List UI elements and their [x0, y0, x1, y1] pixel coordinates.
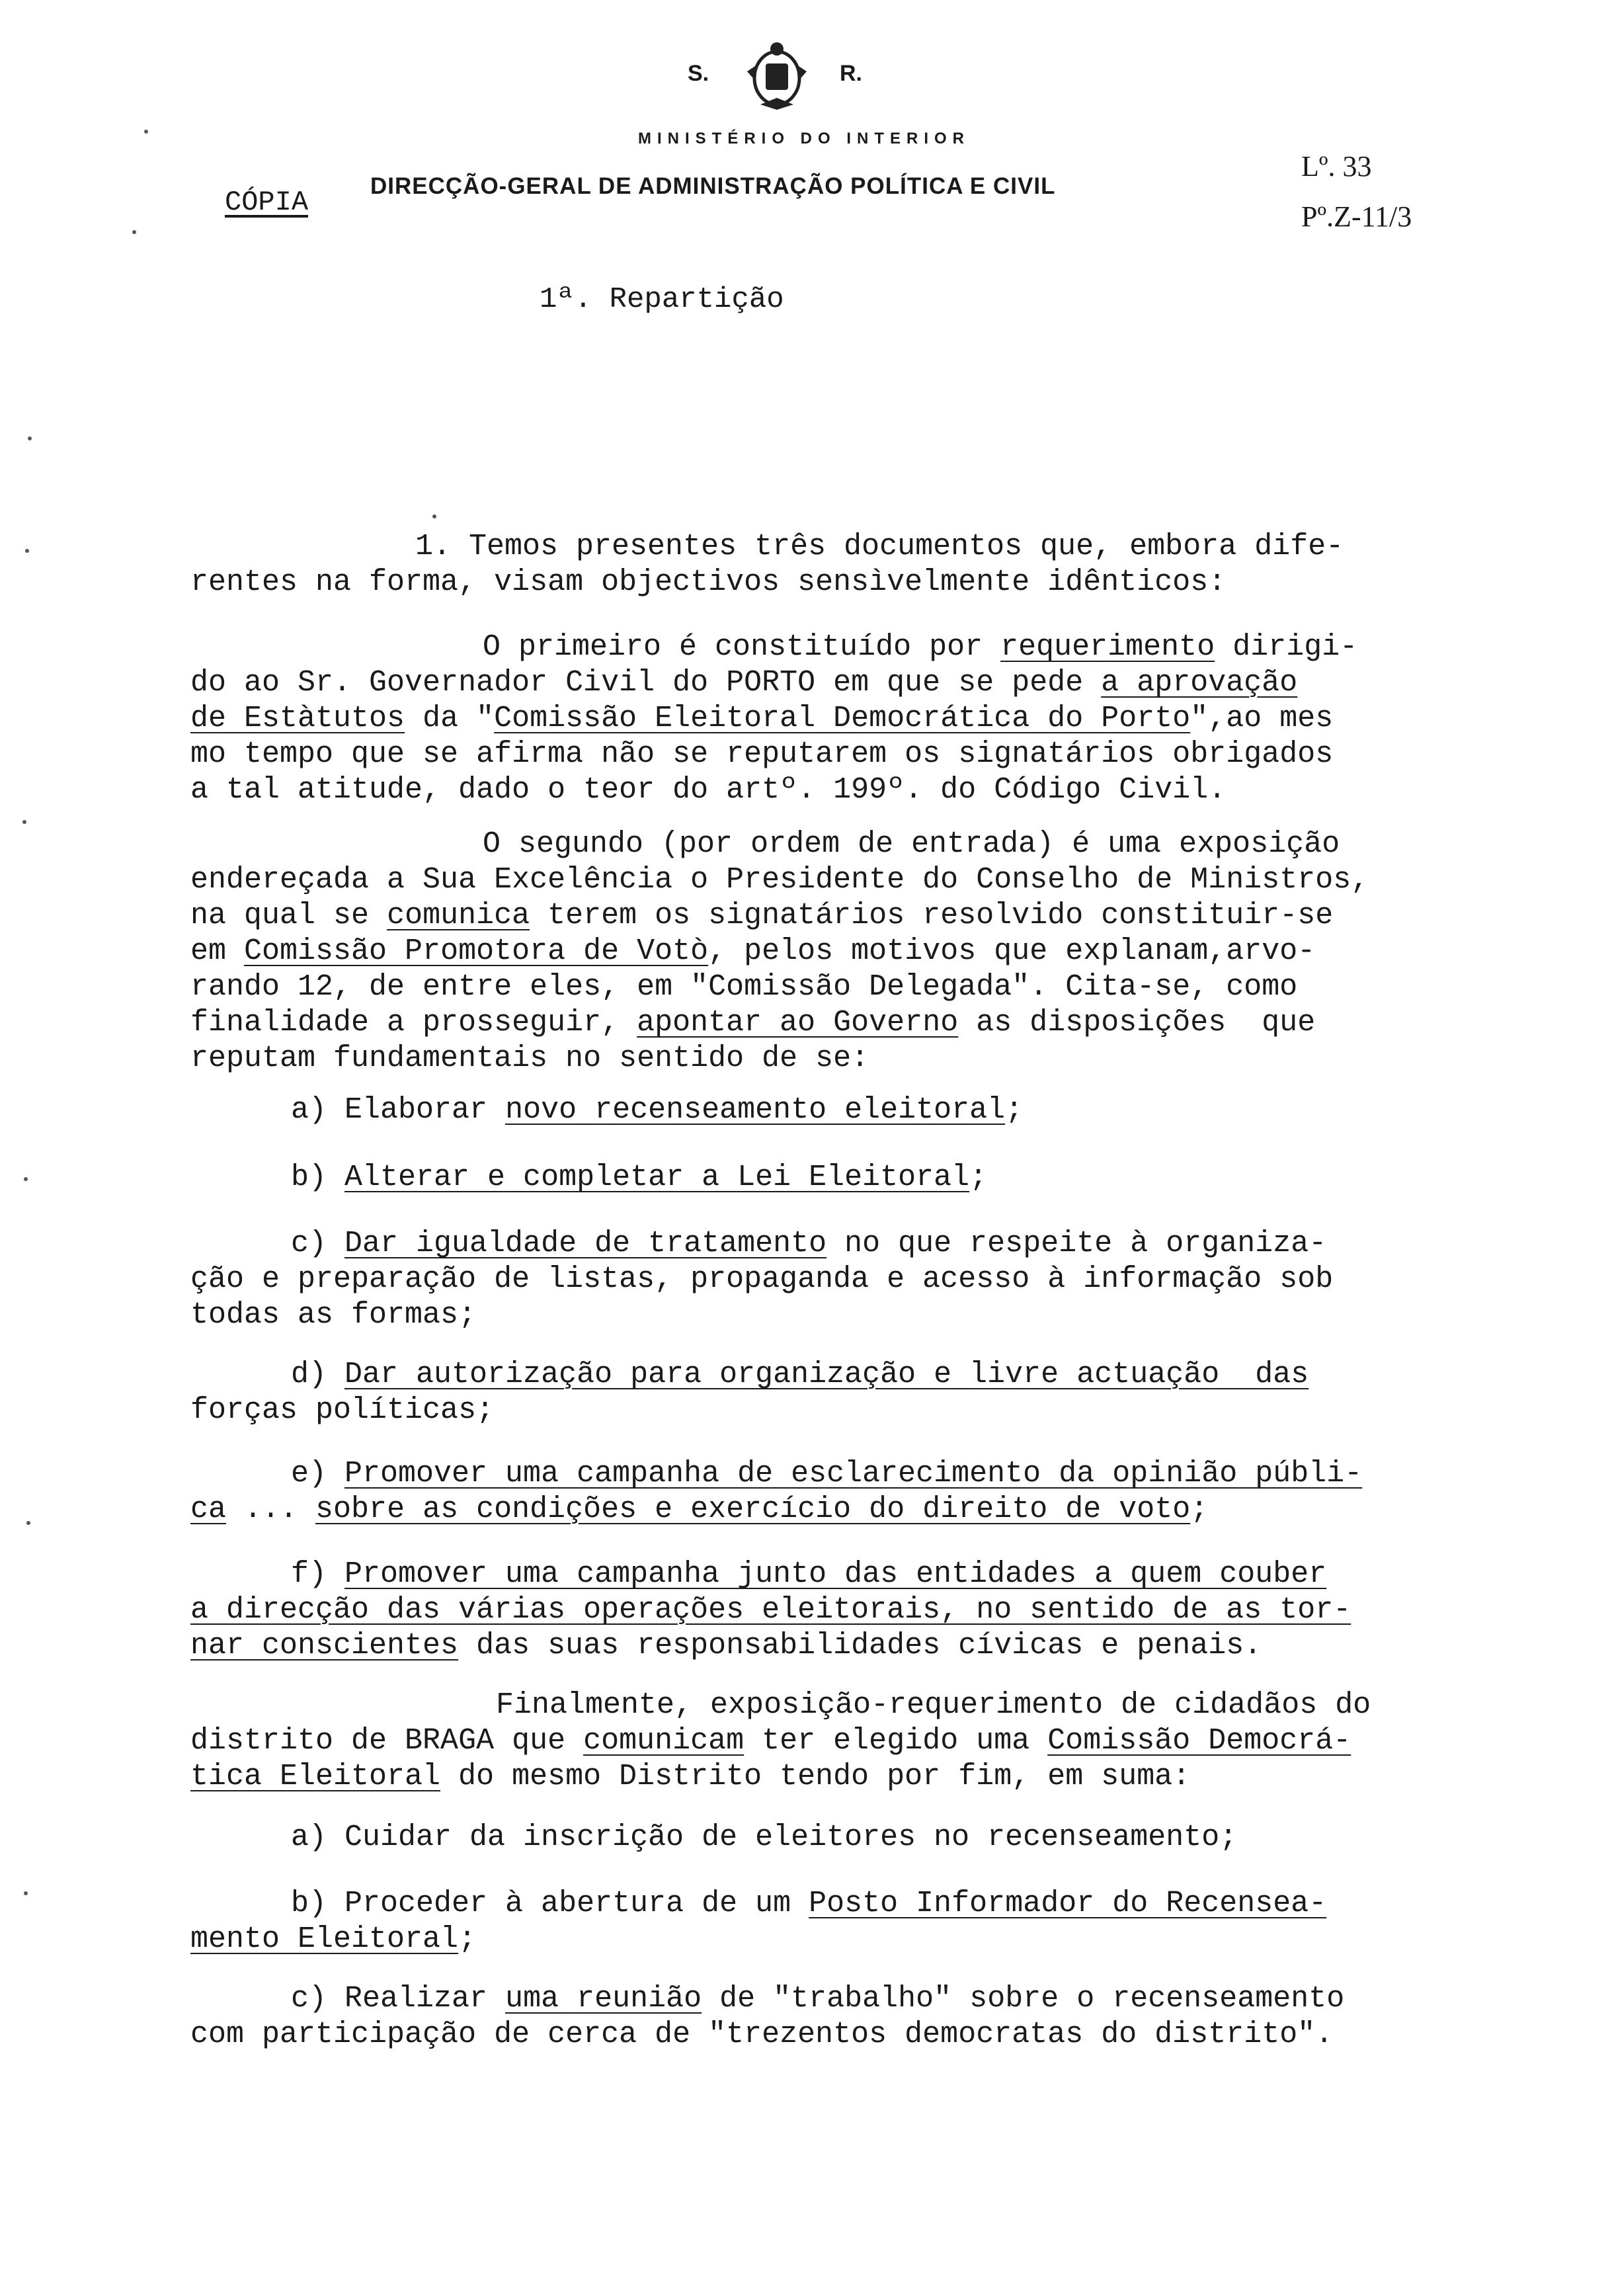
list-item: [190, 1226, 1473, 1333]
underlined-text: novo recenseamento eleitoral: [505, 1093, 1006, 1127]
paragraph-text: dirigi- do ao Sr. Governador Civil do PORTO em que se pede: [190, 630, 1358, 700]
scan-speck: [28, 436, 32, 440]
letterhead-crest-row: [661, 32, 926, 118]
paragraph-text: no que respeite à organiza- ção e preparação de listas, propaganda e acesso à informação sob todas as formas;: [190, 1227, 1334, 1332]
ministry-heading: MINISTÉRIO DO INTERIOR: [637, 130, 970, 147]
paragraph-text: a) Cuidar da inscrição de eleitores no recenseamento;: [291, 1821, 1238, 1854]
underlined-text: a aprovação de Estàtutos: [190, 666, 1298, 735]
scan-speck: [24, 1891, 28, 1895]
underlined-text: comunicam: [583, 1724, 744, 1758]
paragraph-text: rentes na forma, visam objectivos sensìvelmente idênticos:: [190, 565, 1226, 599]
underlined-text: Comissão Eleitoral Democrática do Porto: [494, 702, 1191, 735]
paragraph-text: b): [291, 1161, 345, 1194]
paragraph-text: c): [291, 1227, 345, 1260]
underlined-text: apontar ao Governo: [637, 1006, 959, 1040]
scan-speck: [132, 230, 136, 234]
underlined-text: Dar autorização para organização e livre actuação das: [344, 1358, 1309, 1391]
paragraph-text: forças políticas;: [190, 1393, 495, 1427]
directorate-heading: DIRECÇÃO-GERAL DE ADMINISTRAÇÃO POLÍTICA E CIVIL: [370, 173, 1056, 199]
coat-of-arms-icon: [734, 32, 820, 118]
underlined-text: Promover uma campanha junto das entidades a quem couber a direcção das várias operações eleitorais, no sentido de as tor- nar conscientes: [190, 1557, 1351, 1662]
paragraph-text: f): [291, 1557, 345, 1591]
copy-stamp: CÓPIA: [225, 186, 309, 218]
scan-speck: [144, 130, 148, 134]
underlined-text: Comissão Promotora de Votò: [244, 934, 709, 968]
paragraph-text: da ": [405, 702, 495, 735]
scan-speck: [432, 514, 436, 518]
paragraph-text: ;: [458, 1922, 477, 1956]
paragraph-text: as disposições que reputam fundamentais no sentido de se:: [190, 1006, 1316, 1075]
crest-right-initial: R.: [840, 61, 862, 86]
paragraph-text: ter elegido uma: [744, 1724, 1048, 1758]
paragraph-third-document: [190, 1688, 1473, 1795]
paragraph-text: b) Proceder à abertura de um: [291, 1887, 809, 1920]
list-item: [190, 1357, 1473, 1428]
paragraph-text: O primeiro é constituído por: [483, 630, 1001, 664]
reference-book: Lº. 33: [1301, 150, 1372, 183]
paragraph-text: terem os signatários resolvido constituir-se em: [190, 899, 1334, 968]
paragraph-text: ...: [226, 1493, 316, 1526]
underlined-text: Promover uma campanha de esclarecimento da opinião públi- ca: [190, 1457, 1363, 1526]
underlined-text: Comissão Democrá- tica Eleitoral: [190, 1724, 1351, 1793]
paragraph-text: d): [291, 1358, 345, 1391]
scan-speck: [24, 1177, 28, 1181]
paragraph-1: [190, 529, 1473, 600]
list-item: [190, 1557, 1473, 1664]
list-item: [190, 1886, 1473, 1957]
underlined-text: sobre as condições e exercício do direito de voto: [315, 1493, 1191, 1526]
paragraph-text: ;: [1190, 1493, 1209, 1526]
underlined-text: comunica: [387, 899, 530, 932]
paragraph-second-document: [190, 827, 1473, 1077]
paragraph-text: de "trabalho" sobre o recenseamento com participação de cerca de "trezentos democratas do distrito".: [190, 1982, 1345, 2051]
paragraph-text: do mesmo Distrito tendo por fim, em suma:: [440, 1760, 1191, 1793]
paragraph-text: ;: [969, 1161, 988, 1194]
paragraph-text: a) Elaborar: [291, 1093, 506, 1127]
reference-process: Pº.Z-11/3: [1301, 200, 1412, 233]
underlined-text: uma reunião: [505, 1982, 702, 2016]
paragraph-text: ",ao mes mo tempo que se afirma não se reputarem os signatários obrigados a tal atitude, dado o teor do artº. 199º. do Código Civil.: [190, 702, 1334, 807]
underlined-text: Alterar e completar a Lei Eleitoral: [344, 1161, 970, 1194]
scan-speck: [26, 1521, 30, 1525]
crest-left-initial: S.: [688, 61, 709, 86]
underlined-text: Posto Informador do Recensea- mento Eleitoral: [190, 1887, 1327, 1956]
list-item: [190, 1160, 1473, 1196]
list-item: [190, 1981, 1473, 2053]
list-item: [190, 1092, 1473, 1128]
list-item: [190, 1456, 1473, 1528]
paragraph-first-document: [190, 630, 1473, 808]
paragraph-text: 1. Temos presentes três documentos que, embora dife-: [415, 530, 1344, 563]
underlined-text: Dar igualdade de tratamento: [344, 1227, 827, 1260]
paragraph-text: das suas responsabilidades cívicas e penais.: [458, 1629, 1262, 1662]
paragraph-text: , pelos motivos que explanam,arvo- rando 12, de entre eles, em "Comissão Delegada". Cita-se, como finalidade a prosseguir,: [190, 934, 1316, 1040]
paragraph-text: O segundo (por ordem de entrada) é uma exposição endereçada a Sua Excelência o Presidente do Conselho de Ministros, na qual se: [190, 827, 1369, 932]
paragraph-text: c) Realizar: [291, 1982, 506, 2016]
paragraph-text: e): [291, 1457, 345, 1491]
list-item: [190, 1820, 1473, 1856]
scan-speck: [22, 820, 26, 824]
underlined-text: requerimento: [1000, 630, 1215, 664]
paragraph-text: Finalmente, exposição-requerimento de cidadãos do distrito de BRAGA que: [190, 1688, 1371, 1758]
paragraph-text: ;: [1005, 1093, 1024, 1127]
section-title: 1ª. Repartição: [540, 283, 784, 316]
scan-speck: [25, 549, 29, 553]
